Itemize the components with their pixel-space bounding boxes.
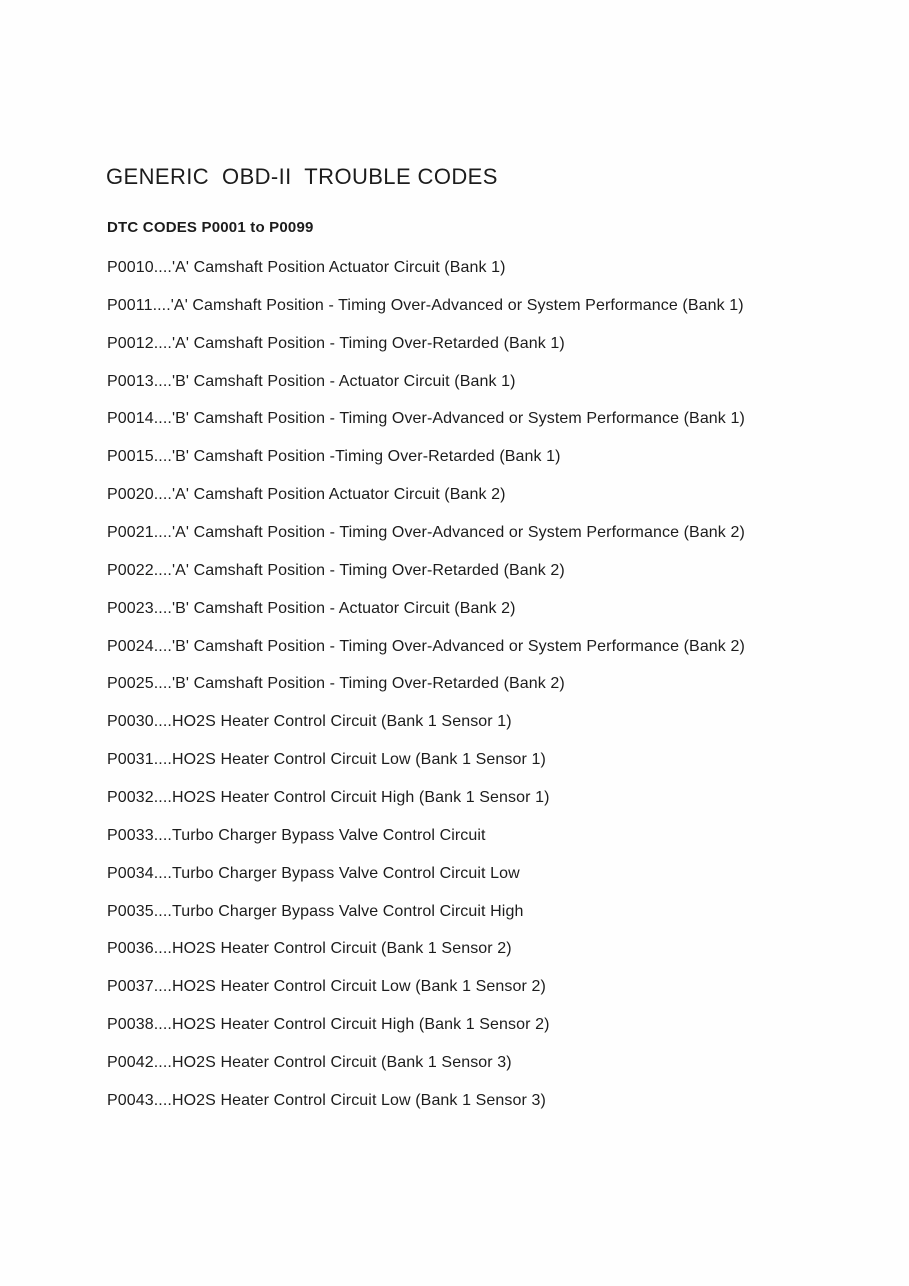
leader-dots: .... — [153, 334, 172, 352]
dtc-code: P0038 — [107, 1016, 154, 1034]
dtc-description: 'A' Camshaft Position - Timing Over-Retarded (Bank 1) — [171, 334, 565, 352]
dtc-description: HO2S Heater Control Circuit (Bank 1 Sensor 1) — [171, 713, 512, 731]
leader-dots: .... — [153, 713, 172, 731]
leader-dots: .... — [153, 1016, 172, 1034]
code-row — [107, 400, 745, 438]
leader-dots: .... — [153, 599, 172, 617]
dtc-description: 'A' Camshaft Position - Timing Over-Advanced or System Performance (Bank 2) — [171, 524, 745, 542]
dtc-code: P0020 — [107, 486, 154, 504]
code-row — [107, 893, 745, 931]
dtc-code: P0036 — [107, 940, 154, 958]
dtc-code: P0043 — [107, 1091, 154, 1109]
dtc-description: 'B' Camshaft Position -Timing Over-Retarded (Bank 1) — [171, 448, 561, 466]
dtc-description: 'A' Camshaft Position - Timing Over-Advanced or System Performance (Bank 1) — [170, 296, 744, 314]
leader-dots: .... — [153, 1091, 172, 1109]
code-row — [107, 438, 745, 476]
leader-dots: .... — [153, 940, 172, 958]
code-row — [107, 590, 745, 628]
dtc-code: P0035 — [107, 902, 154, 920]
dtc-code: P0011 — [107, 296, 153, 314]
dtc-description: 'A' Camshaft Position Actuator Circuit (Bank 2) — [171, 486, 506, 504]
dtc-description: HO2S Heater Control Circuit High (Bank 1 Sensor 1) — [171, 789, 550, 807]
code-row — [107, 514, 745, 552]
leader-dots: .... — [153, 675, 172, 693]
dtc-code: P0015 — [107, 448, 154, 466]
dtc-code: P0023 — [107, 599, 154, 617]
dtc-description: Turbo Charger Bypass Valve Control Circuit — [171, 826, 486, 844]
code-row — [107, 930, 745, 968]
code-row — [107, 363, 745, 401]
dtc-description: 'B' Camshaft Position - Actuator Circuit (Bank 2) — [171, 599, 516, 617]
leader-dots: .... — [153, 1054, 172, 1072]
dtc-code: P0022 — [107, 561, 154, 579]
leader-dots: .... — [153, 789, 172, 807]
dtc-description: 'B' Camshaft Position - Timing Over-Retarded (Bank 2) — [171, 675, 565, 693]
code-row — [107, 741, 745, 779]
dtc-code: P0033 — [107, 826, 154, 844]
dtc-code: P0014 — [107, 410, 154, 428]
leader-dots: .... — [153, 902, 172, 920]
dtc-description: HO2S Heater Control Circuit (Bank 1 Sensor 2) — [171, 940, 512, 958]
dtc-description: HO2S Heater Control Circuit Low (Bank 1 Sensor 1) — [171, 751, 546, 769]
code-row — [107, 703, 745, 741]
code-row — [107, 552, 745, 590]
leader-dots: .... — [153, 372, 172, 390]
leader-dots: .... — [153, 978, 172, 996]
code-row — [107, 855, 745, 893]
dtc-code: P0012 — [107, 334, 154, 352]
dtc-code: P0032 — [107, 789, 154, 807]
code-row — [107, 1044, 745, 1082]
dtc-code: P0034 — [107, 864, 154, 882]
dtc-code: P0013 — [107, 372, 154, 390]
dtc-code: P0030 — [107, 713, 154, 731]
page-title: GENERIC OBD-II TROUBLE CODES — [106, 164, 498, 189]
dtc-description: Turbo Charger Bypass Valve Control Circuit Low — [171, 864, 520, 882]
dtc-description: Turbo Charger Bypass Valve Control Circuit High — [171, 902, 524, 920]
dtc-code: P0021 — [107, 524, 154, 542]
dtc-code-list — [107, 249, 745, 1120]
leader-dots: .... — [153, 259, 172, 276]
code-row — [107, 249, 745, 287]
section-heading: DTC CODES P0001 to P0099 — [107, 219, 314, 236]
dtc-code: P0024 — [107, 637, 154, 655]
dtc-description: 'A' Camshaft Position Actuator Circuit (Bank 1) — [171, 259, 506, 276]
code-row — [107, 628, 745, 666]
code-row — [107, 968, 745, 1006]
dtc-code: P0025 — [107, 675, 154, 693]
leader-dots: .... — [153, 826, 172, 844]
dtc-description: HO2S Heater Control Circuit (Bank 1 Sensor 3) — [171, 1054, 512, 1072]
code-row — [107, 325, 745, 363]
dtc-description: 'A' Camshaft Position - Timing Over-Retarded (Bank 2) — [171, 561, 565, 579]
code-row — [107, 1006, 745, 1044]
code-row — [107, 665, 745, 703]
leader-dots: .... — [153, 751, 172, 769]
dtc-code: P0037 — [107, 978, 154, 996]
dtc-code: P0042 — [107, 1054, 154, 1072]
code-row — [107, 476, 745, 514]
leader-dots: .... — [153, 561, 172, 579]
dtc-description: 'B' Camshaft Position - Timing Over-Advanced or System Performance (Bank 1) — [171, 410, 745, 428]
code-row — [107, 287, 745, 325]
leader-dots: .... — [153, 864, 172, 882]
dtc-code: P0010 — [107, 259, 154, 276]
leader-dots: .... — [153, 448, 172, 466]
leader-dots: .... — [153, 637, 172, 655]
leader-dots: .... — [153, 410, 172, 428]
code-row — [107, 779, 745, 817]
dtc-description: HO2S Heater Control Circuit Low (Bank 1 Sensor 3) — [171, 1091, 546, 1109]
code-row — [107, 817, 745, 855]
leader-dots: .... — [152, 296, 171, 314]
dtc-description: 'B' Camshaft Position - Actuator Circuit (Bank 1) — [171, 372, 516, 390]
leader-dots: .... — [153, 486, 172, 504]
dtc-description: HO2S Heater Control Circuit Low (Bank 1 Sensor 2) — [171, 978, 546, 996]
dtc-description: 'B' Camshaft Position - Timing Over-Advanced or System Performance (Bank 2) — [171, 637, 745, 655]
code-row — [107, 1082, 745, 1120]
dtc-description: HO2S Heater Control Circuit High (Bank 1 Sensor 2) — [171, 1016, 550, 1034]
dtc-code: P0031 — [107, 751, 154, 769]
leader-dots: .... — [153, 524, 172, 542]
